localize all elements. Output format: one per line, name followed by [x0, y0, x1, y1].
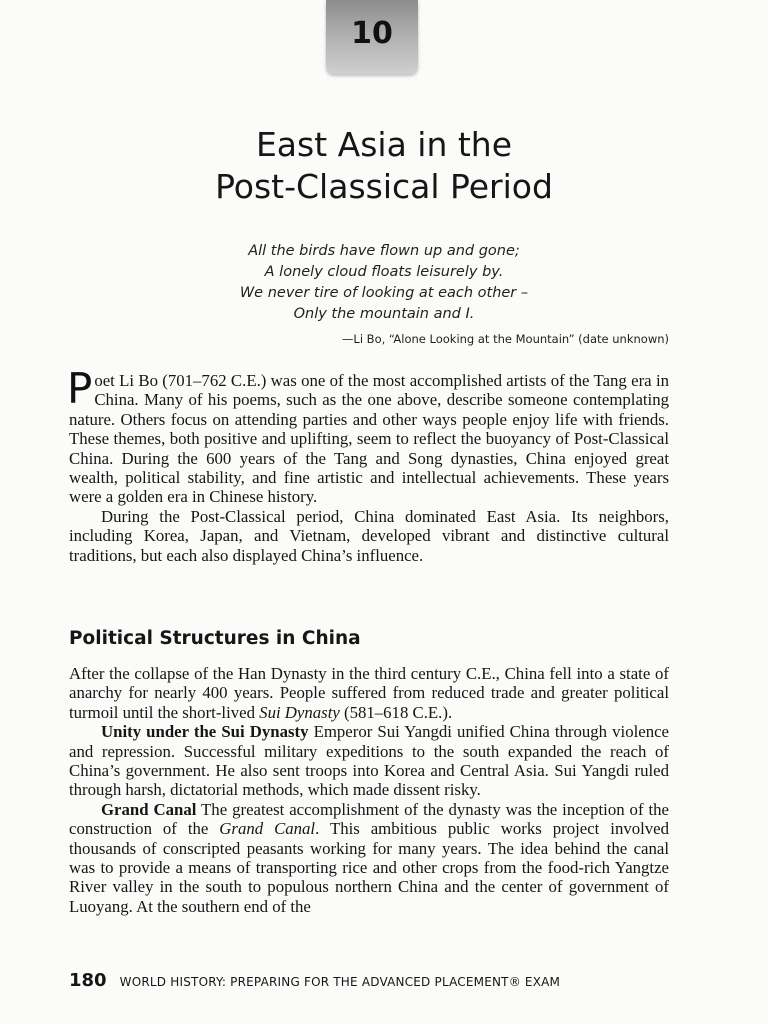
book-title: WORLD HISTORY: PREPARING FOR THE ADVANCED PLACEMENT® EXAM: [119, 975, 561, 989]
chapter-title-line-1: East Asia in the: [255, 125, 513, 164]
intro-text: [67, 364, 669, 565]
drop-cap: P: [67, 364, 93, 413]
section-paragraph-2: Unity under the Sui Dynasty Emperor Sui Yangdi unified China through violence and repression. Successful military expeditions to the south expanded the reach of China’s government. He also sent troops into Korea and Central Asia. Sui Yangdi ruled through harsh, dictatorial methods, which made dissent risky.: [69, 722, 669, 800]
intro-paragraph-1-text: oet Li Bo (701–762 C.E.) was one of the most accomplished artists of the Tang era in China. Many of his poems, such as the one above, describe someone contemplating nature. Others focus on attending parties and other ways people enjoy life with friends. These themes, both positive and uplifting, seem to reflect the buoyancy of Post-Classical China. During the 600 years of the Tang and Song dynasties, China enjoyed great wealth, political stability, and fine artistic and intellectual achievements. These years were a golden era in Chinese history.: [69, 371, 669, 507]
poem-line: Only the mountain and I.: [293, 306, 475, 322]
chapter-number-tab: [326, 0, 418, 74]
run-in-heading-grand-canal: Grand Canal: [101, 799, 197, 819]
epigraph-poem: [0, 241, 768, 325]
chapter-number: 10: [351, 16, 393, 51]
intro-paragraph-2: During the Post-Classical period, China dominated East Asia. Its neighbors, including Korea, Japan, and Vietnam, developed vibrant and distinctive cultural traditions, but each also displayed China’s influence.: [69, 506, 669, 565]
chapter-title: [0, 124, 768, 208]
section-text: [69, 664, 669, 916]
sui-dynasty-term: Sui Dynasty: [259, 702, 340, 722]
poem-line: All the birds have flown up and gone;: [248, 243, 520, 259]
page-number: 180: [69, 970, 107, 991]
poem-line: A lonely cloud floats leisurely by.: [264, 264, 504, 280]
grand-canal-term: Grand Canal: [219, 819, 316, 839]
section-paragraph-1: After the collapse of the Han Dynasty in the third century C.E., China fell into a state of anarchy for nearly 400 years. People suffered from reduced trade and greater political turmoil until the short-lived Sui Dynasty (581–618 C.E.).: [69, 664, 669, 722]
intro-paragraph-1: [67, 364, 669, 507]
page-footer: [69, 970, 560, 991]
poem-line: We never tire of looking at each other –: [239, 285, 529, 301]
run-in-heading-sui: Unity under the Sui Dynasty: [101, 722, 309, 742]
section-paragraph-3: Grand Canal The greatest accomplishment of the dynasty was the inception of the construction of the Grand Canal. This ambitious public works project involved thousands of conscripted peasants working for many years. The idea behind the canal was to provide a means of transporting rice and other crops from the food-rich Yangtze River valley in the south to populous northern China and the center of government of Luoyang. At the southern end of the: [69, 799, 670, 916]
epigraph-attribution: —Li Bo, “Alone Looking at the Mountain” (date unknown): [341, 332, 669, 346]
section-heading: Political Structures in China: [69, 628, 361, 649]
chapter-title-line-2: Post-Classical Period: [215, 167, 553, 206]
